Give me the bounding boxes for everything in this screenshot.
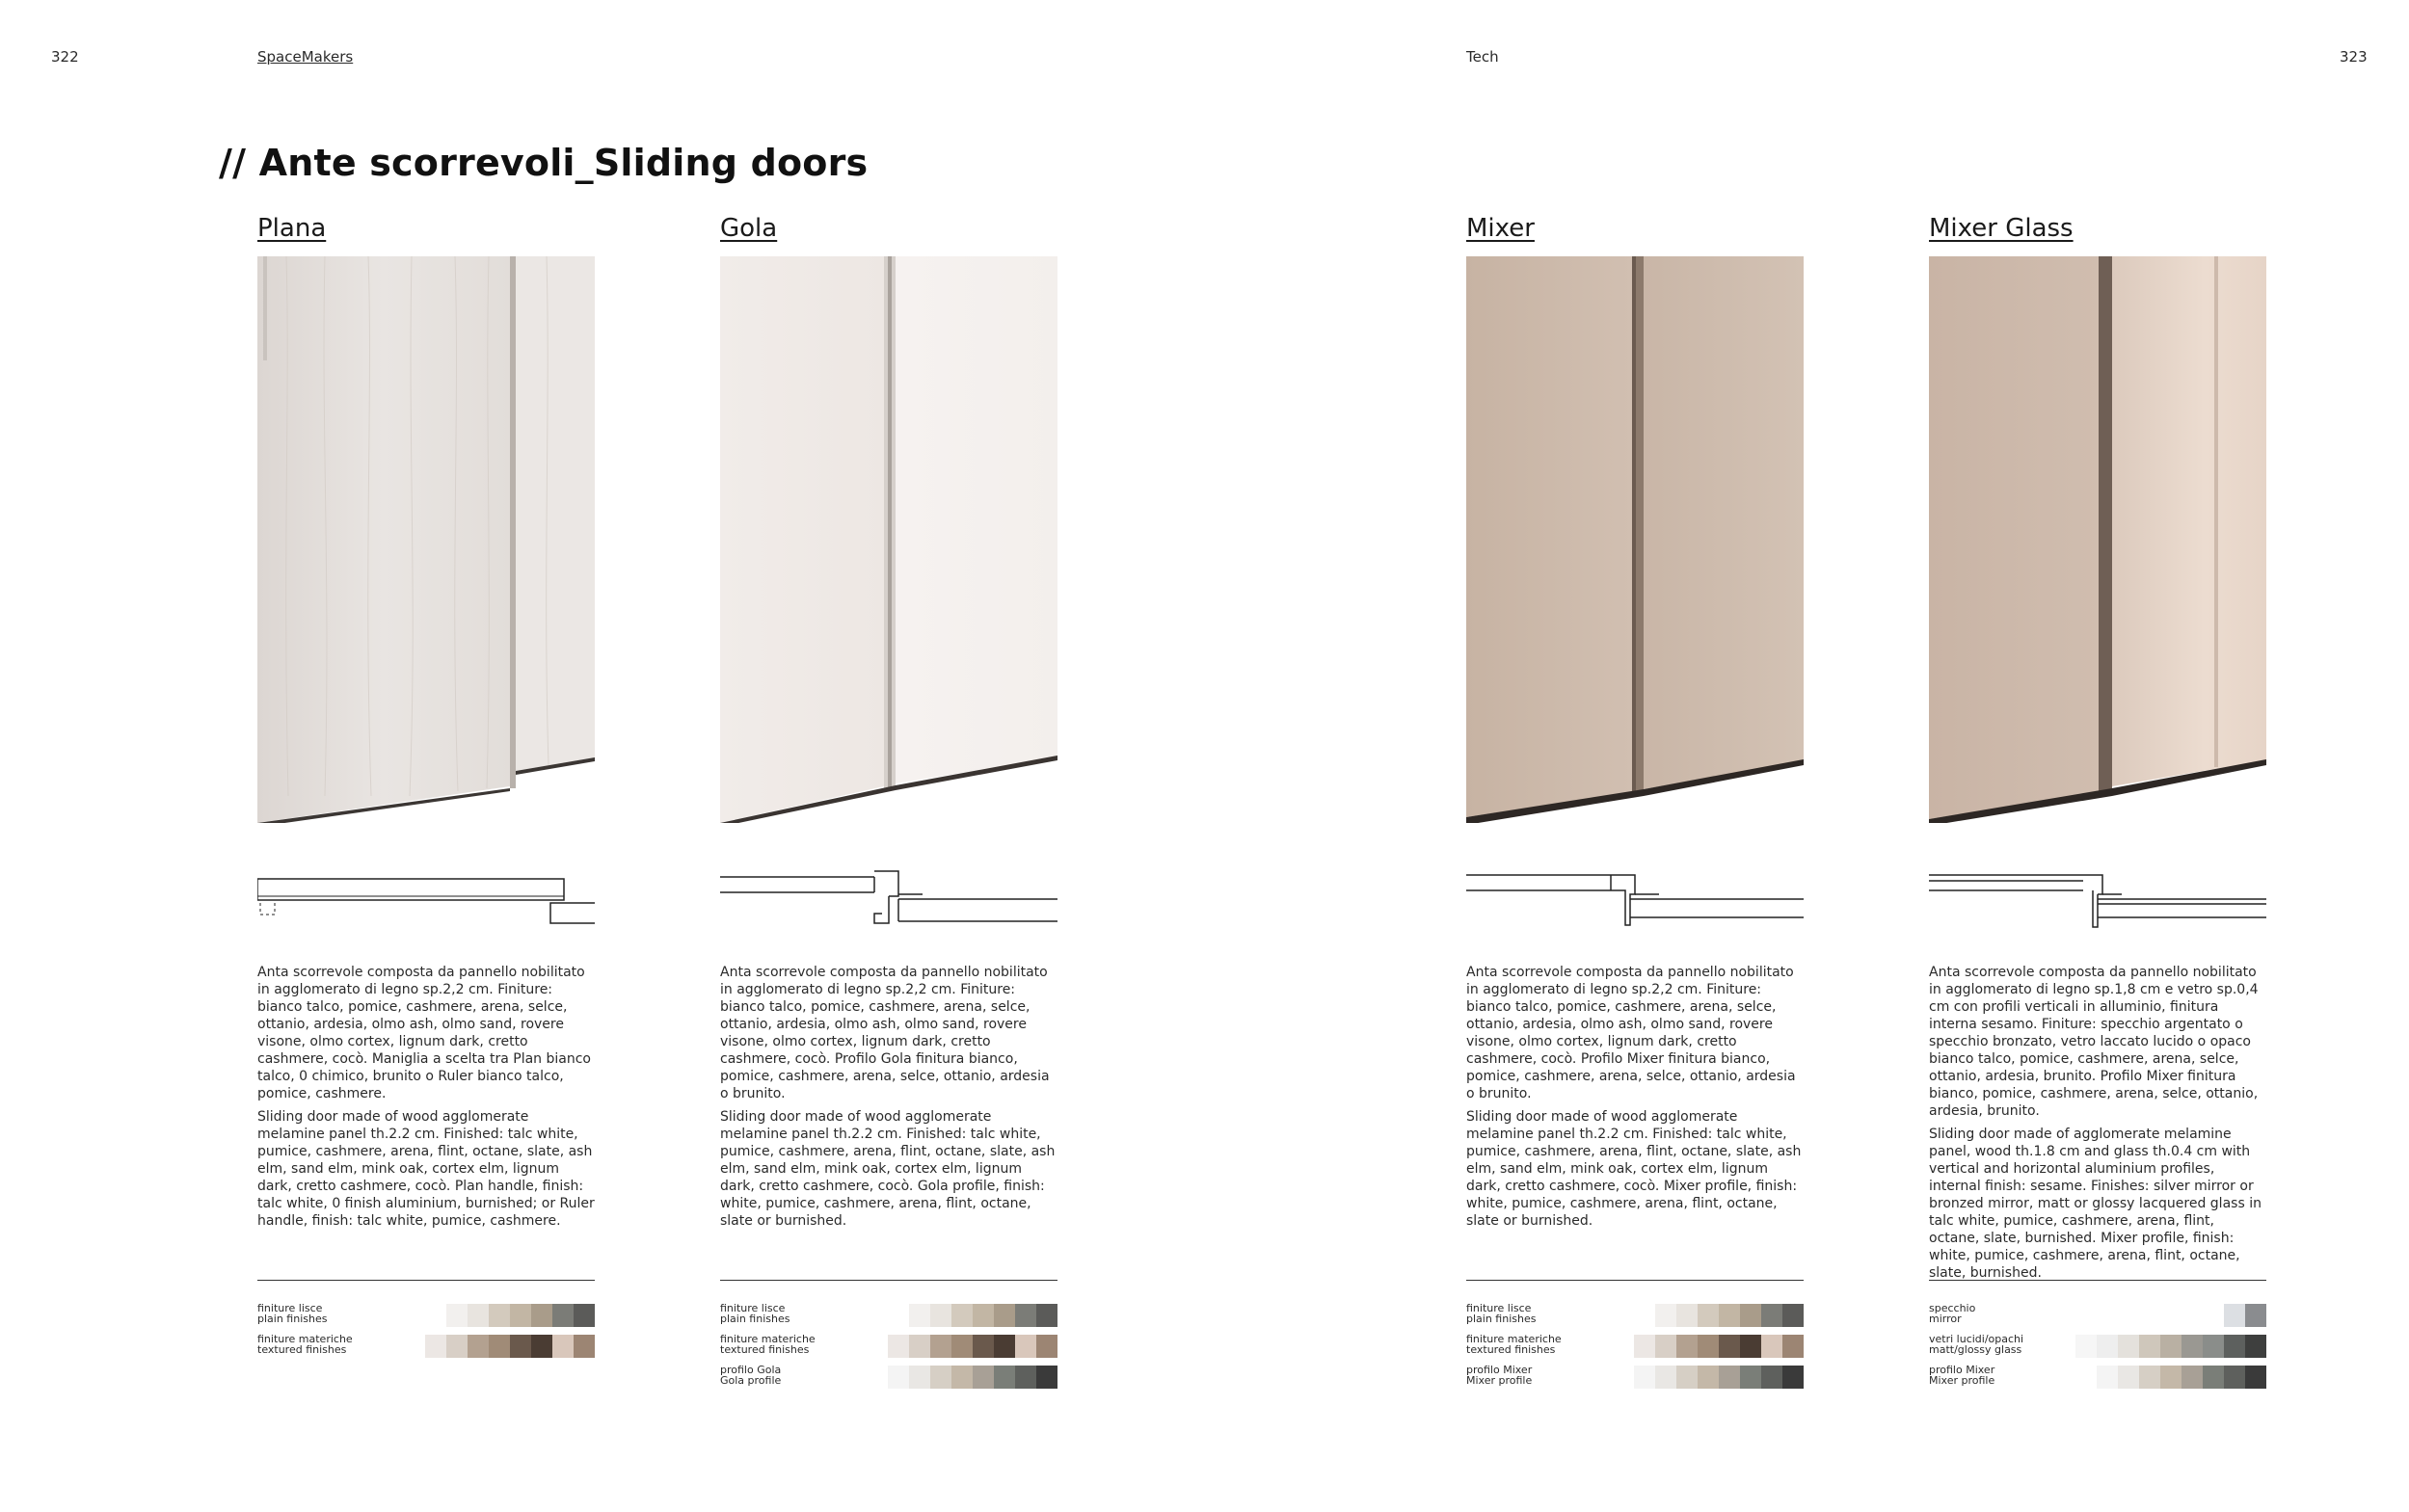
color-swatch [1782,1304,1804,1327]
door-photo [1466,256,1804,823]
color-swatch [425,1335,446,1358]
color-swatch [468,1304,489,1327]
color-swatch [2118,1366,2139,1389]
section-drawing [1929,867,2266,935]
color-swatch [2181,1335,2203,1358]
finish-swatches [888,1335,1057,1358]
section-drawing [720,867,1057,935]
finish-row [1466,1334,1804,1361]
finish-swatches [2097,1366,2266,1389]
color-swatch [2245,1304,2266,1327]
description-italian: Anta scorrevole composta da pannello nobilitato in agglomerato di legno sp.2,2 cm. Finiture: bianco talco, pomice, cashmere, arena, selce, ottanio, ardesia, olmo ash, olmo sand, rovere visone, olmo cortex, lignum dark, cretto cashmere, cocò. Profilo Mixer finitura bianco, pomice, cashmere, arena, selce, ottanio, ardesia o brunito. [1466,965,1796,1101]
finish-row [1466,1365,1804,1392]
color-swatch [552,1304,574,1327]
product-column-mixer-glass [1929,0,2266,1512]
product-column-plana [257,0,595,1512]
color-swatch [2181,1366,2203,1389]
finish-row [1466,1303,1804,1330]
color-swatch [1698,1304,1719,1327]
finish-swatches [425,1335,595,1358]
color-swatch [2224,1335,2245,1358]
color-swatch [2245,1366,2266,1389]
color-swatch [1782,1366,1804,1389]
product-description [1929,964,2268,1287]
color-swatch [1761,1366,1782,1389]
finish-label: profilo Mixer Mixer profile [1466,1364,1533,1387]
finish-swatches [2224,1304,2266,1327]
color-swatch [994,1366,1015,1389]
color-swatch [888,1366,909,1389]
color-swatch [1740,1304,1761,1327]
color-swatch [994,1304,1015,1327]
color-swatch [2097,1366,2118,1389]
color-swatch [1719,1335,1740,1358]
color-swatch [552,1335,574,1358]
color-swatch [909,1366,930,1389]
product-description [257,964,597,1235]
finish-label: finiture materiche textured finishes [1466,1333,1562,1356]
door-photo [1929,256,2266,823]
color-swatch [951,1335,973,1358]
divider [720,1280,1057,1281]
color-swatch [1719,1304,1740,1327]
color-swatch [994,1335,1015,1358]
finish-row [720,1334,1057,1361]
product-description [1466,964,1806,1235]
color-swatch [2203,1335,2224,1358]
finish-swatches [909,1304,1057,1327]
color-swatch [574,1304,595,1327]
color-swatch [1761,1304,1782,1327]
product-column-mixer [1466,0,1804,1512]
section-drawing [257,867,595,935]
color-swatch [2224,1304,2245,1327]
product-column-gola [720,0,1057,1512]
color-swatch [510,1335,531,1358]
color-swatch [951,1304,973,1327]
finish-row [1929,1334,2266,1361]
color-swatch [2075,1335,2097,1358]
color-swatch [1761,1335,1782,1358]
door-photo [257,256,595,823]
finish-label: vetri lucidi/opachi matt/glossy glass [1929,1333,2024,1356]
color-swatch [1036,1366,1057,1389]
color-swatch [1676,1366,1698,1389]
color-swatch [1655,1304,1676,1327]
finish-row [1929,1365,2266,1392]
color-swatch [2139,1366,2160,1389]
page-title: // Ante scorrevoli_Sliding doors [219,142,869,184]
finish-label: finiture materiche textured finishes [720,1333,816,1356]
color-swatch [1719,1366,1740,1389]
color-swatch [1036,1304,1057,1327]
finish-label: specchio mirror [1929,1302,1976,1325]
color-swatch [2245,1335,2266,1358]
color-swatch [510,1304,531,1327]
finish-swatches [888,1366,1057,1389]
color-swatch [909,1335,930,1358]
finish-row [720,1303,1057,1330]
product-name: Mixer Glass [1929,214,2074,243]
color-swatch [1036,1335,1057,1358]
color-swatch [909,1304,930,1327]
color-swatch [1676,1304,1698,1327]
finish-label: profilo Gola Gola profile [720,1364,782,1387]
color-swatch [489,1335,510,1358]
product-name: Plana [257,214,327,243]
color-swatch [1740,1335,1761,1358]
color-swatch [1740,1366,1761,1389]
color-swatch [1015,1304,1036,1327]
description-english: Sliding door made of wood agglomerate melamine panel th.2.2 cm. Finished: talc white, pumice, cashmere, arena, flint, octane, slate, ash elm, sand elm, mink oak, cortex elm, lignum dark, cretto cashmere, cocò. Plan handle, finish: talc white, 0 finish aluminium, burnished; or Ruler handle, finish: talc white, pumice, cashmere. [257,1109,595,1229]
door-photo [720,256,1057,823]
divider [1466,1280,1804,1281]
color-swatch [973,1304,994,1327]
finish-row [257,1334,595,1361]
color-swatch [1782,1335,1804,1358]
color-swatch [1698,1335,1719,1358]
color-swatch [888,1335,909,1358]
finish-row [257,1303,595,1330]
divider [1929,1280,2266,1281]
color-swatch [2139,1335,2160,1358]
color-swatch [930,1335,951,1358]
color-swatch [446,1304,468,1327]
color-swatch [531,1335,552,1358]
finish-swatches [1655,1304,1804,1327]
color-swatch [1015,1335,1036,1358]
description-english: Sliding door made of agglomerate melamine panel, wood th.1.8 cm and glass th.0.4 cm with vertical and horizontal aluminium profiles, internal finish: sesame. Finishes: silver mirror or bronzed mirror, matt or glossy lacquered glass in talc white, pumice, cashmere, arena, flint, octane, slate, burnished. Mixer profile, finish: white, pumice, cashmere, arena, flint, octane, slate, burnished. [1929,1127,2262,1281]
finish-swatches [2075,1335,2266,1358]
product-name: Gola [720,214,778,243]
color-swatch [2160,1335,2181,1358]
color-swatch [1655,1335,1676,1358]
color-swatch [531,1304,552,1327]
color-swatch [2097,1335,2118,1358]
color-swatch [574,1335,595,1358]
color-swatch [1655,1366,1676,1389]
color-swatch [2203,1366,2224,1389]
color-swatch [2118,1335,2139,1358]
color-swatch [446,1335,468,1358]
finish-label: profilo Mixer Mixer profile [1929,1364,1995,1387]
description-english: Sliding door made of wood agglomerate melamine panel th.2.2 cm. Finished: talc white, pumice, cashmere, arena, flint, octane, slate, ash elm, sand elm, mink oak, cortex elm, lignum dark, cretto cashmere, cocò. Mixer profile, finish: white, pumice, cashmere, arena, flint, octane, slate or burnished. [1466,1109,1802,1229]
product-description [720,964,1059,1235]
color-swatch [1015,1366,1036,1389]
left-page-number: 322 [51,48,79,66]
color-swatch [1698,1366,1719,1389]
right-page-number: 323 [2340,48,2368,66]
color-swatch [930,1366,951,1389]
description-english: Sliding door made of wood agglomerate melamine panel th.2.2 cm. Finished: talc white, pumice, cashmere, arena, flint, octane, slate, ash elm, sand elm, mink oak, cortex elm, lignum dark, cretto cashmere, cocò. Gola profile, finish: white, pumice, cashmere, arena, flint, octane, slate or burnished. [720,1109,1056,1229]
finish-label: finiture materiche textured finishes [257,1333,353,1356]
color-swatch [1634,1335,1655,1358]
color-swatch [1634,1366,1655,1389]
description-italian: Anta scorrevole composta da pannello nobilitato in agglomerato di legno sp.2,2 cm. Finiture: bianco talco, pomice, cashmere, arena, selce, ottanio, ardesia, olmo ash, olmo sand, rovere visone, olmo cortex, lignum dark, cretto cashmere, cocò. Profilo Gola finitura bianco, pomice, cashmere, arena, selce, ottanio, ardesia o brunito. [720,965,1050,1101]
finish-label: finiture lisce plain finishes [1466,1302,1537,1325]
finish-label: finiture lisce plain finishes [720,1302,790,1325]
left-section-link[interactable]: SpaceMakers [257,48,354,66]
color-swatch [951,1366,973,1389]
finish-label: finiture lisce plain finishes [257,1302,328,1325]
divider [257,1280,595,1281]
color-swatch [2224,1366,2245,1389]
description-italian: Anta scorrevole composta da pannello nobilitato in agglomerato di legno sp.2,2 cm. Finiture: bianco talco, pomice, cashmere, arena, selce, ottanio, ardesia, olmo ash, olmo sand, rovere visone, olmo cortex, lignum dark, cretto cashmere, cocò. Maniglia a scelta tra Plan bianco talco, 0 chimico, brunito o Ruler bianco talco, pomice, cashmere. [257,965,591,1101]
color-swatch [468,1335,489,1358]
color-swatch [489,1304,510,1327]
product-name: Mixer [1466,214,1535,243]
color-swatch [930,1304,951,1327]
description-italian: Anta scorrevole composta da pannello nobilitato in agglomerato di legno sp.1,8 cm e vetro sp.0,4 cm con profili verticali in alluminio, finitura interna sesamo. Finiture: specchio argentato o specchio bronzato, vetro laccato lucido o opaco bianco talco, pomice, cashmere, arena, selce, ottanio, ardesia, brunito. Profilo Mixer finitura bianco, pomice, cashmere, arena, selce, ottanio, ardesia, brunito. [1929,965,2259,1119]
finish-row [1929,1303,2266,1330]
finish-swatches [1634,1366,1804,1389]
finish-row [720,1365,1057,1392]
color-swatch [973,1366,994,1389]
color-swatch [973,1335,994,1358]
finish-swatches [446,1304,595,1327]
right-section-label: Tech [1466,48,1499,66]
color-swatch [2160,1366,2181,1389]
finish-swatches [1634,1335,1804,1358]
color-swatch [1676,1335,1698,1358]
section-drawing [1466,867,1804,935]
